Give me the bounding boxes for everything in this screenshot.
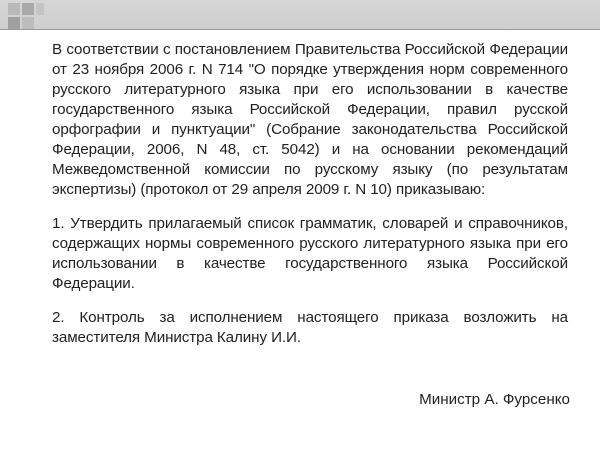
header-band [0,0,600,30]
decor-square [22,3,34,15]
signature-line: Министр А. Фурсенко [419,391,570,408]
decorative-squares [0,0,52,30]
decor-square [8,3,20,15]
preamble-paragraph: В соответствии с постановлением Правительства Российской Федерации от 23 ноября 2006 г. N 714 "О порядке утверждения норм современного русского литературного языка при его использовании в качестве государственного языка Российской Федерации, правил русской орфографии и пунктуации" (Собрание законодательства Российской Федерации, 2006, N 48, ст. 5042) и на основании рекомендаций Межведомственной комиссии по русскому языку (по результатам экспертизы) (протокол от 29 апреля 2009 г. N 10) приказываю: [52,41,568,198]
decor-square [8,17,20,29]
order-item-2: 2. Контроль за исполнением настоящего приказа возложить на заместителя Министра Калину И.И. [52,309,568,346]
header-divider [0,29,600,30]
decor-square [22,17,34,29]
order-item-1: 1. Утвердить прилагаемый список грамматик, словарей и справочников, содержащих нормы современного русского литературного языка при его использовании в качестве государственного языка Российской Федерации. [52,215,568,292]
decor-square [36,3,44,15]
document-body [52,40,568,348]
